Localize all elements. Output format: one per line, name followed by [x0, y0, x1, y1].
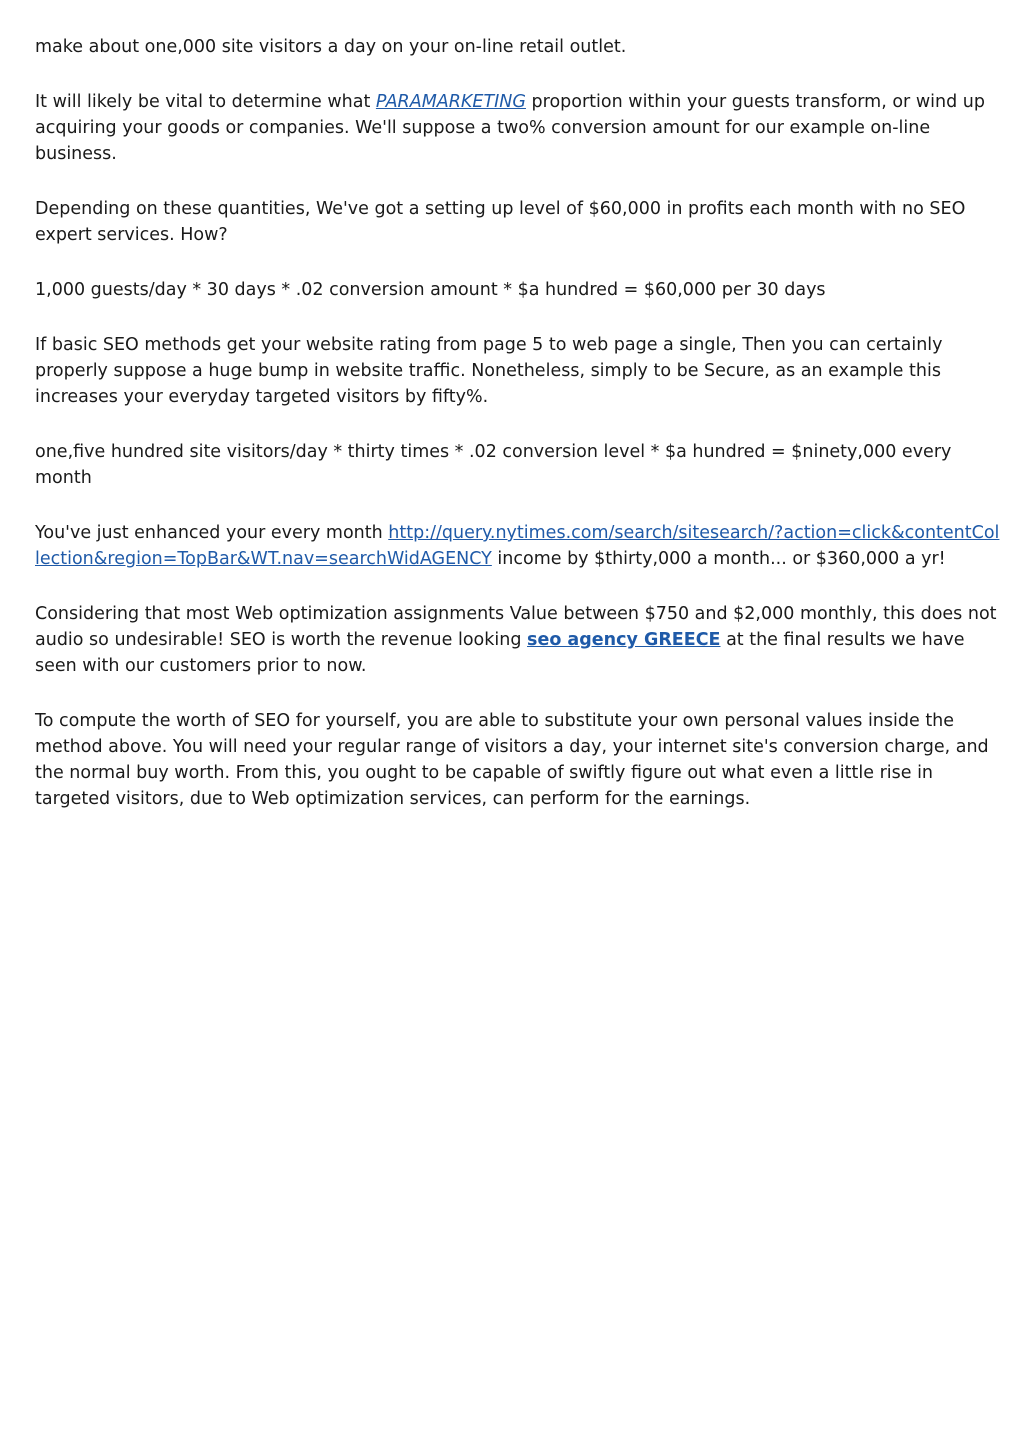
paragraph-text: You've just enhanced your every month — [35, 523, 389, 543]
paramarketing-link[interactable]: PARAMARKETING — [375, 92, 526, 112]
paragraph-text: If basic SEO methods get your website rating from page 5 to web page a single, Then you can certainly properly suppose a huge bump in website traffic. Nonetheless, simply to be Secure, as an example this increases your everyday targeted visitors by fifty%. — [35, 335, 943, 407]
paragraph-text: To compute the worth of SEO for yourself, you are able to substitute your own personal values inside the method above. You will need your regular range of visitors a day, your internet site's conversion charge, and the normal buy worth. From this, you ought to be capable of swiftly figure out what even a little rise in targeted visitors, due to Web optimization services, can perform for the earnings. — [35, 711, 989, 809]
paragraph-conversion-rate — [35, 89, 1000, 167]
document-body — [35, 34, 1000, 841]
paragraph-text: proportion within your guests transform, or wind up acquiring your goods or companies. We'll suppose a two% conversion amount for our example on-line business. — [35, 92, 985, 164]
paragraph-text: at the final results we have seen with our customers prior to now. — [35, 630, 965, 676]
paragraph-formula-improved — [35, 439, 1000, 491]
paragraph-income-increase — [35, 520, 1000, 572]
paragraph-text: one,five hundred site visitors/day * thirty times * .02 conversion level * $a hundred = $ninety,000 every month — [35, 442, 952, 488]
paragraph-compute-worth — [35, 708, 1000, 812]
seo-agency-greece-link[interactable]: seo agency GREECE — [527, 630, 721, 650]
paragraph-visitors-intro — [35, 34, 1000, 60]
paragraph-text: Depending on these quantities, We've got a setting up level of $60,000 in profits each month with no SEO expert services. How? — [35, 199, 966, 245]
nytimes-search-link[interactable]: http://query.nytimes.com/search/sitesearch/?action=click&contentCollection&region=TopBar&WT.nav=searchWidAGENCY — [35, 523, 1000, 569]
paragraph-seo-cost — [35, 601, 1000, 679]
paragraph-text: 1,000 guests/day * 30 days * .02 conversion amount * $a hundred = $60,000 per 30 days — [35, 280, 826, 300]
paragraph-seo-methods — [35, 332, 1000, 410]
paragraph-formula-baseline — [35, 277, 1000, 303]
paragraph-text: It will likely be vital to determine what — [35, 92, 376, 112]
paragraph-text: Considering that most Web optimization assignments Value between $750 and $2,000 monthly, this does not audio so undesirable! SEO is worth the revenue looking — [35, 604, 997, 650]
paragraph-text: income by $thirty,000 a month... or $360,000 a yr! — [491, 549, 946, 569]
paragraph-text: make about one,000 site visitors a day on your on-line retail outlet. — [35, 37, 627, 57]
paragraph-baseline-profit — [35, 196, 1000, 248]
